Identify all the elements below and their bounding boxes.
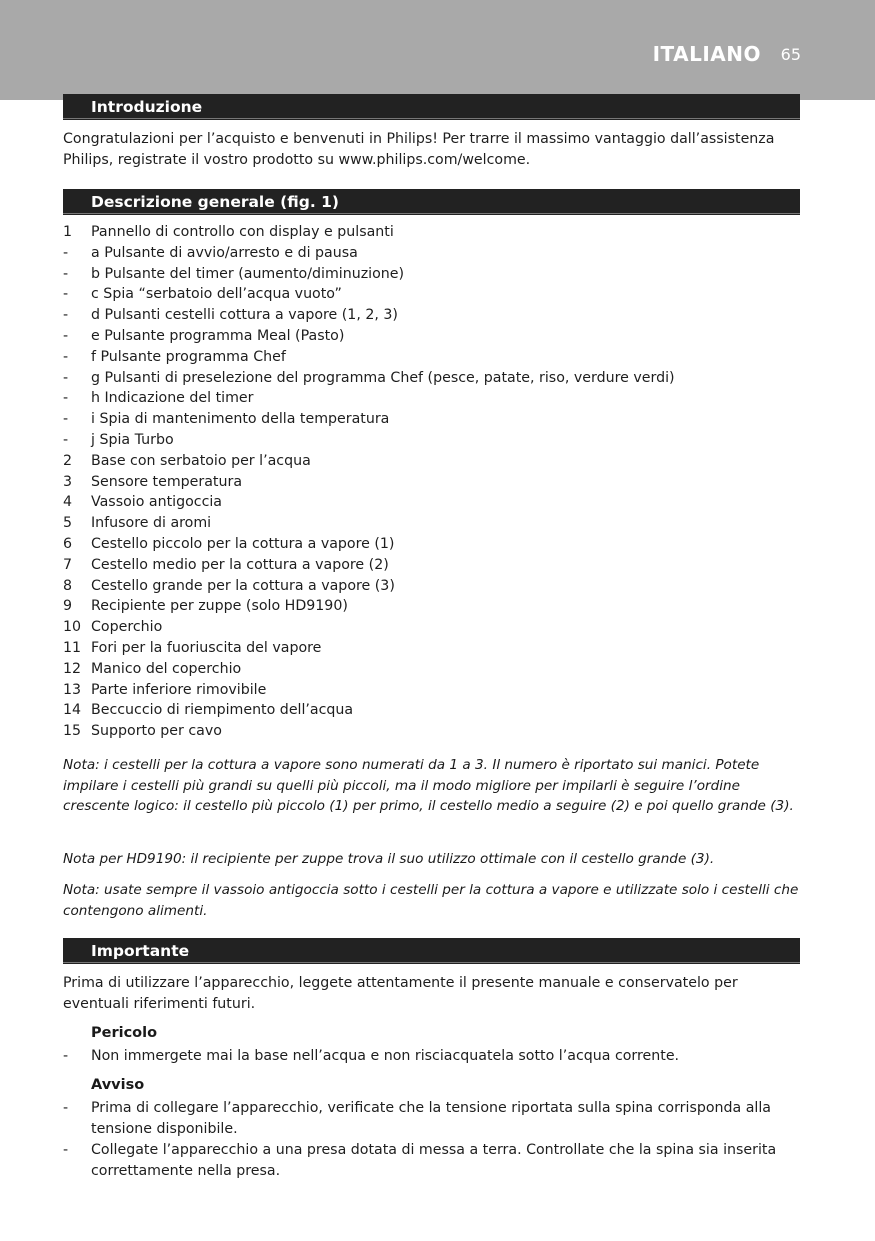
list-item [63, 638, 800, 659]
item-number: - [63, 411, 69, 428]
list-item [63, 409, 800, 430]
list-item [63, 680, 800, 701]
list-item [63, 617, 800, 638]
bullet-text: Prima di collegare l’apparecchio, verificate che la tensione riportata sulla spina corrisponda alla tensione disponibile. [91, 1100, 771, 1137]
warning-item [63, 1140, 800, 1181]
item-number: - [63, 390, 69, 407]
list-item [63, 264, 800, 285]
list-item [63, 430, 800, 451]
item-number: - [63, 286, 69, 303]
item-text: d Pulsanti cestelli cottura a vapore (1, 2, 3) [91, 307, 398, 324]
item-number: 10 [63, 619, 82, 636]
item-text: e Pulsante programma Meal (Pasto) [91, 327, 345, 344]
item-text: i Spia di mantenimento della temperatura [91, 411, 390, 428]
item-text: Cestello piccolo per la cottura a vapore (1) [91, 535, 395, 552]
item-number: 8 [63, 577, 73, 594]
warning-item [63, 1098, 800, 1139]
list-item [63, 284, 800, 305]
item-text: Fori per la fuoriuscita del vapore [91, 639, 322, 656]
list-item [63, 388, 800, 409]
item-text: Coperchio [91, 619, 163, 636]
item-number: - [63, 369, 69, 386]
danger-heading: Pericolo [91, 1025, 158, 1041]
list-item [63, 492, 800, 513]
item-text: Manico del coperchio [91, 660, 242, 677]
item-number: 12 [63, 660, 82, 677]
list-item [63, 368, 800, 389]
overview-list [63, 222, 800, 742]
intro-paragraph: Congratulazioni per l’acquisto e benvenuti in Philips! Per trarre il massimo vantaggio dall’assistenza Philips, registrate il vostro prodotto su www.philips.com/welcome. [63, 131, 775, 168]
bullet-dash: - [63, 1100, 69, 1116]
list-item [63, 326, 800, 347]
item-number: 3 [63, 473, 73, 490]
item-number: 1 [63, 224, 73, 240]
item-number: - [63, 348, 69, 365]
page-header-band [0, 0, 875, 100]
warning-heading: Avviso [91, 1077, 145, 1093]
list-item [63, 451, 800, 472]
page-number: 65 [780, 45, 801, 64]
danger-item [63, 1046, 800, 1067]
list-item [63, 534, 800, 555]
list-item [63, 347, 800, 368]
item-text: Parte inferiore rimovibile [91, 681, 267, 698]
item-text: Sensore temperatura [91, 473, 243, 490]
item-text: a Pulsante di avvio/arresto e di pausa [91, 244, 358, 261]
item-text: Beccuccio di riempimento dell’acqua [91, 702, 354, 719]
item-text: Supporto per cavo [91, 723, 222, 740]
item-text: Infusore di aromi [91, 515, 212, 532]
item-text: Base con serbatoio per l’acqua [91, 452, 311, 469]
item-text: b Pulsante del timer (aumento/diminuzione) [91, 265, 405, 282]
item-number: 7 [63, 556, 73, 573]
list-item [63, 555, 800, 576]
bullet-dash: - [63, 1142, 69, 1158]
item-text: h Indicazione del timer [91, 390, 254, 407]
item-number: 6 [63, 535, 73, 552]
item-text: Recipiente per zuppe (solo HD9190) [91, 598, 348, 615]
item-text: f Pulsante programma Chef [91, 348, 286, 365]
list-item [63, 700, 800, 721]
item-number: 9 [63, 598, 73, 615]
item-number: 14 [63, 702, 82, 719]
item-text: g Pulsanti di preselezione del programma Chef (pesce, patate, riso, verdure verdi) [91, 369, 675, 386]
list-item [63, 222, 800, 243]
list-item [63, 576, 800, 597]
item-number: 15 [63, 723, 82, 740]
list-item [63, 243, 800, 264]
item-text: j Spia Turbo [91, 431, 174, 448]
note-basket-numbering: Nota: i cestelli per la cottura a vapore sono numerati da 1 a 3. Il numero è riportato sui manici. Potete impilare i cestelli più grandi su quelli più piccoli, ma il modo migliore per impilarli è seguire l’ordine crescente logico: il cestello più piccolo (1) per primo, il cestello medio a seguire (2) e poi quello grande (3). [63, 757, 794, 814]
item-text: Pannello di controllo con display e pulsanti [91, 224, 394, 240]
bullet-text: Collegate l’apparecchio a una presa dotata di messa a terra. Controllate che la spina sia inserita correttamente nella presa. [91, 1142, 777, 1179]
item-number: - [63, 244, 69, 261]
list-item [63, 472, 800, 493]
item-text: c Spia “serbatoio dell’acqua vuoto” [91, 286, 342, 303]
list-item [63, 305, 800, 326]
list-item [63, 659, 800, 680]
important-paragraph: Prima di utilizzare l’apparecchio, leggete attentamente il presente manuale e conservatelo per eventuali riferimenti futuri. [63, 975, 738, 1012]
bullet-text: Non immergete mai la base nell’acqua e non risciacquatela sotto l’acqua corrente. [91, 1048, 680, 1064]
item-text: Cestello grande per la cottura a vapore (3) [91, 577, 395, 594]
language-label: ITALIANO [652, 42, 761, 66]
list-item [63, 513, 800, 534]
item-text: Cestello medio per la cottura a vapore (2) [91, 556, 389, 573]
item-number: 5 [63, 515, 73, 532]
bullet-dash: - [63, 1048, 69, 1064]
list-item [63, 721, 800, 742]
list-item [63, 596, 800, 617]
item-number: - [63, 327, 69, 344]
item-number: 4 [63, 494, 73, 511]
item-number: - [63, 431, 69, 448]
item-number: 13 [63, 681, 82, 698]
section-header-overview: Descrizione generale (fig. 1) [63, 189, 800, 215]
note-drip-tray: Nota: usate sempre il vassoio antigoccia sotto i cestelli per la cottura a vapore e utilizzate solo i cestelli che contengono alimenti. [63, 882, 799, 919]
item-text: Vassoio antigoccia [91, 494, 223, 511]
item-number: 2 [63, 452, 73, 469]
section-header-important: Importante [63, 938, 800, 964]
item-number: 11 [63, 639, 82, 656]
item-number: - [63, 307, 69, 324]
section-header-introduction: Introduzione [63, 94, 800, 120]
item-number: - [63, 265, 69, 282]
note-hd9190-soup: Nota per HD9190: il recipiente per zuppe trova il suo utilizzo ottimale con il cestello grande (3). [63, 851, 715, 867]
